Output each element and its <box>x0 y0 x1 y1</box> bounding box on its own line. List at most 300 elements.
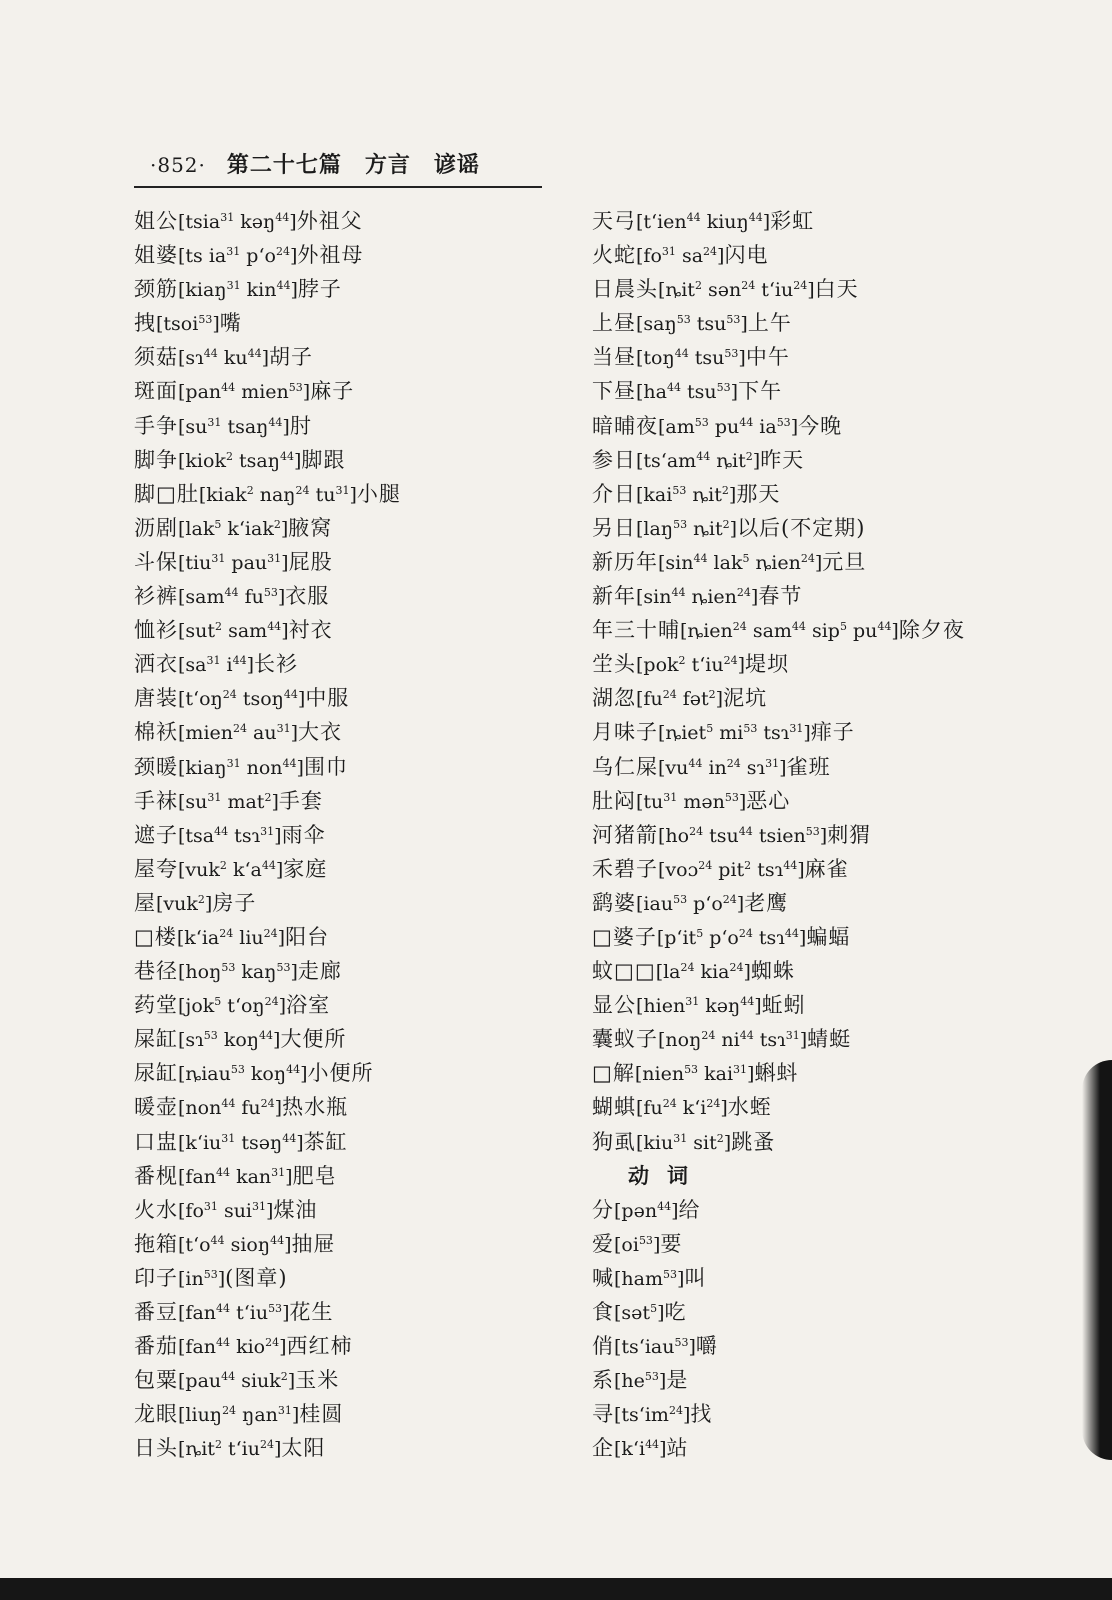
gloss: 玉米 <box>295 1368 340 1393</box>
gloss: 彩虹 <box>770 209 815 233</box>
glossary-entry <box>592 1397 965 1431</box>
tone-number: 31 <box>207 415 222 429</box>
tone-number: 44 <box>696 449 711 463</box>
gloss: 嚼 <box>695 1334 718 1359</box>
tone-number: 53 <box>724 347 739 361</box>
tone-number: 44 <box>216 1165 231 1179</box>
tone-number: 24 <box>233 722 247 736</box>
headword: 龙眼 <box>134 1402 178 1427</box>
headword: 日晨头 <box>592 277 658 302</box>
glossary-entry <box>592 204 965 238</box>
tone-number: 24 <box>726 756 741 770</box>
headword: 唐装 <box>134 686 178 711</box>
tone-number: 44 <box>275 211 290 224</box>
headword: 俏 <box>592 1334 614 1359</box>
tone-number: 53 <box>268 1302 283 1315</box>
glossary-entry <box>134 818 401 852</box>
tone-number: 31 <box>226 245 241 259</box>
tone-number: 24 <box>662 1097 677 1111</box>
headword: 月味子 <box>592 720 658 745</box>
pronunciation: [hien$^{31}$ kəŋ$^{44}$] <box>636 995 762 1018</box>
pronunciation: [kiaŋ$^{31}$ non$^{44}$] <box>178 756 304 779</box>
tone-number: 31 <box>765 756 780 770</box>
headword: 颈筋 <box>134 277 178 302</box>
headword: 当昼 <box>592 345 636 370</box>
headword: 企 <box>592 1436 614 1461</box>
headword: 新年 <box>592 584 636 609</box>
tone-number: 44 <box>657 1199 672 1213</box>
gloss: 吃 <box>664 1300 687 1324</box>
gloss: 衬衣 <box>288 618 333 643</box>
tone-number: 31 <box>335 483 350 497</box>
glossary-entry <box>592 1329 965 1363</box>
glossary-entry <box>592 306 965 340</box>
tone-number: 53 <box>674 1336 689 1350</box>
headword: 颈暖 <box>134 754 178 779</box>
tone-number: 24 <box>662 688 677 702</box>
pronunciation: [$tu^{31}$ mən$^{53}$] <box>636 790 747 813</box>
headword: 分 <box>592 1197 614 1222</box>
headword: 尿缸 <box>134 1061 178 1086</box>
tone-number: 5 <box>706 722 714 736</box>
tone-number: 31 <box>252 1199 267 1213</box>
glossary-entry <box>134 1193 401 1227</box>
tone-number: 2 <box>678 654 686 668</box>
gloss: 大衣 <box>298 720 343 745</box>
glossary-entry <box>134 1329 401 1363</box>
page-number: ·852· <box>150 153 206 177</box>
glossary-entry <box>592 920 965 954</box>
gloss: 房子 <box>212 890 257 915</box>
headword: 天弓 <box>592 209 636 233</box>
tone-number: 44 <box>282 756 297 770</box>
headword: 衫裤 <box>134 584 178 609</box>
glossary-entry <box>134 1363 401 1397</box>
tone-number: 44 <box>783 858 798 872</box>
headword: 上昼 <box>592 311 636 336</box>
glossary-entry <box>134 204 401 238</box>
glossary-entry <box>134 920 401 954</box>
gloss: 大便所 <box>280 1027 347 1052</box>
tone-number: 31 <box>685 995 700 1009</box>
headword: 蚊□□ <box>592 959 656 984</box>
tone-number: 44 <box>214 824 229 838</box>
gloss: 上午 <box>747 311 792 336</box>
tone-number: 24 <box>264 995 279 1009</box>
gloss: 腋窝 <box>288 515 333 540</box>
pronunciation: [tiu$^{31}$ pau$^{31}$] <box>178 551 289 574</box>
pronunciation: [$vu^{44}$ $in^{24}$ sɿ$^{31}$] <box>658 756 787 779</box>
tone-number: 24 <box>738 926 753 940</box>
pronunciation: [liuŋ$^{24}$ ŋan$^{31}$] <box>178 1404 300 1427</box>
headword: 下昼 <box>592 379 636 404</box>
pronunciation: [kiak$^2$ naŋ$^{24}$ $tu^{31}$] <box>198 483 357 506</box>
tone-number: 24 <box>295 483 310 497</box>
pronunciation: $[oi^{53}]$ <box>614 1233 661 1256</box>
tone-number: 24 <box>706 1097 721 1111</box>
gloss: 外祖母 <box>297 243 364 268</box>
tone-number: 2 <box>722 517 730 531</box>
tone-number: 24 <box>222 688 237 702</box>
gloss: 小便所 <box>307 1061 374 1086</box>
glossary-entry <box>592 1431 965 1465</box>
headword: 屎缸 <box>134 1027 178 1052</box>
glossary-entry <box>592 613 965 647</box>
gloss: 站 <box>666 1436 689 1461</box>
gloss: 泥坑 <box>723 686 768 711</box>
tone-number: 53 <box>276 961 291 975</box>
glossary-entry <box>592 784 965 818</box>
headword: 巷径 <box>134 959 178 984</box>
glossary-entry <box>592 988 965 1022</box>
tone-number: 24 <box>222 1404 237 1418</box>
tone-number: 53 <box>805 824 820 838</box>
pronunciation: [voɔ$^{24}$ pit$^2$ tsɿ$^{44}$] <box>658 858 805 881</box>
headword: 包粟 <box>134 1368 178 1393</box>
tone-number: 24 <box>736 586 751 600</box>
glossary-entry <box>592 1261 965 1295</box>
tone-number: 5 <box>650 1302 658 1315</box>
glossary-entry <box>134 511 401 545</box>
pronunciation: [$su^{31}$ tsaŋ$^{44}$] <box>178 415 290 438</box>
pronunciation: [tʻien$^{44}$ kiuŋ$^{44}$] <box>636 211 771 233</box>
tone-number: 24 <box>722 892 737 906</box>
headword: 姐婆 <box>134 243 178 268</box>
tone-number: 2 <box>744 858 752 872</box>
tone-number: 24 <box>275 245 290 259</box>
glossary-entry <box>134 1090 401 1124</box>
tone-number: 44 <box>232 654 247 668</box>
gloss: 胡子 <box>269 345 313 370</box>
tone-number: 44 <box>210 1233 225 1247</box>
headword: 火蛇 <box>592 243 636 268</box>
pronunciation: [pən$^{44}$] <box>614 1199 679 1222</box>
scan-edge <box>0 1578 1112 1600</box>
pronunciation: [$ho^{24}$ tsu$^{44}$ tsien$^{53}$] <box>658 824 828 847</box>
gloss: 刺猬 <box>827 822 872 847</box>
headword: 手袜 <box>134 788 178 813</box>
tone-number: 31 <box>733 1063 748 1077</box>
gloss: 要 <box>660 1231 683 1256</box>
tone-number: 44 <box>268 415 283 429</box>
pronunciation: [$la^{24}$ kia$^{24}$] <box>655 961 751 984</box>
gloss: 屁股 <box>288 549 333 574</box>
tone-number: 53 <box>676 313 691 327</box>
glossary-entry <box>134 1227 401 1261</box>
tone-number: 44 <box>738 824 753 838</box>
pronunciation: [tsʻim$^{24}$] <box>614 1404 691 1427</box>
pronunciation: [$fo^{31}$ sui$^{31}$] <box>178 1199 274 1222</box>
pronunciation: [tsoi$^{53}$] <box>156 313 220 336</box>
gloss: 叫 <box>684 1265 707 1290</box>
gloss: 茶缸 <box>303 1129 348 1154</box>
scan-shadow <box>1082 1060 1112 1460</box>
headword: 姐公 <box>134 209 178 233</box>
tone-number: 31 <box>211 551 226 565</box>
tone-number: 44 <box>688 756 703 770</box>
gloss: 那天 <box>736 481 781 506</box>
glossary-entry <box>592 374 965 408</box>
glossary-entry <box>134 238 401 272</box>
gloss: 蚯蚓 <box>761 993 806 1018</box>
headword: 拖箱 <box>134 1231 178 1256</box>
gloss: 堤坝 <box>745 652 789 677</box>
left-column <box>134 204 401 1465</box>
glossary-entry <box>134 306 401 340</box>
glossary-entry <box>134 579 401 613</box>
pronunciation: [kiu$^{31}$ sit$^2$] <box>636 1131 732 1154</box>
tone-number: 2 <box>694 279 702 293</box>
tone-number: 24 <box>259 1438 274 1452</box>
tone-number: 44 <box>221 381 236 395</box>
tone-number: 44 <box>259 1029 274 1043</box>
glossary-entry <box>134 477 401 511</box>
tone-number: 31 <box>206 654 221 668</box>
page-header <box>150 148 545 179</box>
pronunciation: [tʻo$^{44}$ sioŋ$^{44}$] <box>178 1233 292 1256</box>
tone-number: 53 <box>776 415 791 429</box>
tone-number: 53 <box>743 722 758 736</box>
pronunciation: [ham$^{53}$] <box>614 1267 685 1290</box>
pronunciation: [vuk$^2$] <box>156 892 213 915</box>
glossary-entry <box>134 784 401 818</box>
tone-number: 44 <box>286 1063 301 1077</box>
pronunciation: [tsʻiau$^{53}$] <box>614 1336 696 1359</box>
tone-number: 44 <box>791 620 806 634</box>
glossary-entry <box>592 715 965 749</box>
pronunciation: [ȵien$^{24}$ sam$^{44}$ sip$^5$ $pu^{44}$] <box>680 620 899 643</box>
headword: 介日 <box>592 481 636 506</box>
glossary-entry <box>592 647 965 681</box>
gloss: 跳蚤 <box>731 1129 776 1154</box>
gloss: 给 <box>678 1197 701 1222</box>
tone-number: 31 <box>661 245 676 259</box>
headword: 脚争 <box>134 447 178 472</box>
tone-number: 2 <box>246 483 254 497</box>
gloss: 热水瓶 <box>282 1095 349 1120</box>
tone-number: 53 <box>203 1029 218 1043</box>
gloss: 中服 <box>305 686 350 711</box>
glossary-entry <box>592 477 965 511</box>
gloss: 手套 <box>278 788 323 813</box>
right-column <box>592 204 965 1465</box>
headword: 药堂 <box>134 993 178 1018</box>
pronunciation: [pok$^2$ tʻiu$^{24}$] <box>636 654 745 677</box>
tone-number: 53 <box>663 1267 678 1281</box>
tone-number: 44 <box>667 381 681 395</box>
pronunciation: [sət$^5$] <box>614 1302 665 1324</box>
gloss: 太阳 <box>281 1436 326 1461</box>
tone-number: 44 <box>276 279 291 293</box>
tone-number: 2 <box>215 620 223 634</box>
tone-number: 24 <box>689 824 704 838</box>
tone-number: 24 <box>260 1097 275 1111</box>
headword: 肚闷 <box>592 788 636 813</box>
tone-number: 53 <box>716 381 731 395</box>
tone-number: 24 <box>793 279 808 293</box>
headword: 须菇 <box>134 345 178 370</box>
tone-number: 44 <box>739 1029 754 1043</box>
tone-number: 44 <box>221 1370 236 1384</box>
tone-number: 31 <box>203 1199 218 1213</box>
pronunciation: [kai$^{53}$ ȵit$^2$] <box>636 483 737 506</box>
tone-number: 53 <box>673 517 688 531</box>
glossary-entry <box>134 613 401 647</box>
glossary-entry <box>134 681 401 715</box>
tone-number: 44 <box>261 858 276 872</box>
tone-number: 24 <box>729 961 744 975</box>
tone-number: 5 <box>214 517 222 531</box>
headword: 手争 <box>134 413 178 438</box>
headword: 暖壶 <box>134 1095 178 1120</box>
pronunciation: $[in^{53}]$ <box>178 1267 226 1290</box>
pronunciation: [ȵiet$^5$ $mi^{53}$ tsɿ$^{31}$] <box>658 722 811 745</box>
gloss: 是 <box>666 1368 689 1393</box>
glossary-entry <box>134 1056 401 1090</box>
headword: 暗晡夜 <box>592 413 658 438</box>
tone-number: 53 <box>263 586 278 600</box>
tone-number: 24 <box>732 620 747 634</box>
tone-number: 53 <box>198 313 213 327</box>
pronunciation: [kiok$^2$ tsaŋ$^{44}$] <box>178 449 302 472</box>
headword: □解 <box>592 1061 635 1086</box>
gloss: 今晚 <box>798 413 843 438</box>
pronunciation: [toŋ$^{44}$ tsu$^{53}$] <box>636 347 746 370</box>
gloss: 痱子 <box>810 720 855 745</box>
tone-number: 44 <box>203 347 218 361</box>
pronunciation: [$\sin^{44}$ ȵien$^{24}$] <box>636 586 759 609</box>
gloss: 衣服 <box>285 584 330 609</box>
tone-number: 24 <box>263 926 278 940</box>
pronunciation: [$fo^{31}$ $sa^{24}$] <box>636 245 725 268</box>
tone-number: 44 <box>748 211 763 224</box>
pronunciation: [fan$^{44}$ kan$^{31}$] <box>178 1165 293 1188</box>
headword: 参日 <box>592 447 636 472</box>
tone-number: 31 <box>226 756 241 770</box>
tone-number: 53 <box>638 1233 653 1247</box>
tone-number: 31 <box>785 1029 800 1043</box>
gloss: 小腿 <box>356 481 401 506</box>
tone-number: 31 <box>663 790 678 804</box>
glossary-entry <box>592 238 965 272</box>
tone-number: 2 <box>708 688 716 702</box>
tone-number: 2 <box>721 483 729 497</box>
glossary-entry <box>134 1261 401 1295</box>
tone-number: 2 <box>214 1438 222 1452</box>
headword: 乌仁屎 <box>592 754 658 779</box>
pronunciation: [kʻi$^{44}$] <box>614 1438 667 1461</box>
headword: 屋夸 <box>134 856 178 881</box>
tone-number: 53 <box>684 1063 699 1077</box>
tone-number: 2 <box>745 449 753 463</box>
headword: 斗保 <box>134 549 178 574</box>
tone-number: 44 <box>283 688 298 702</box>
gloss: 桂圆 <box>299 1402 344 1427</box>
headword: 坣头 <box>592 652 636 677</box>
glossary-entry <box>592 545 965 579</box>
pronunciation: [tsʻam$^{44}$ ȵit$^2$] <box>636 449 761 472</box>
gloss: 脖子 <box>297 277 342 302</box>
tone-number: 44 <box>784 926 799 940</box>
tone-number: 24 <box>668 1404 683 1418</box>
pronunciation: [mien$^{24}$ $au^{31}$] <box>178 722 299 745</box>
tone-number: 31 <box>221 1131 236 1145</box>
gloss: 雀班 <box>786 754 831 779</box>
gloss: 老鹰 <box>744 890 789 915</box>
headword: 日头 <box>134 1436 178 1461</box>
pronunciation: [$ha^{44}$ tsu$^{53}$] <box>636 381 739 404</box>
tone-number: 53 <box>694 415 709 429</box>
pronunciation: [kʻiu$^{31}$ tsəŋ$^{44}$] <box>178 1131 304 1154</box>
pronunciation: [lak$^5$ kʻiak$^2$] <box>178 517 289 540</box>
tone-number: 31 <box>673 1131 688 1145</box>
pronunciation: [pau$^{44}$ siuk$^2$] <box>178 1370 296 1393</box>
tone-number: 53 <box>203 1267 218 1281</box>
glossary-entry <box>134 750 401 784</box>
tone-number: 44 <box>877 620 892 634</box>
pronunciation: [laŋ$^{53}$ ȵit$^2$] <box>636 517 738 540</box>
gloss: 长衫 <box>254 652 299 677</box>
gloss: 阳台 <box>285 924 330 949</box>
tone-number: 44 <box>247 347 262 361</box>
headword: □楼 <box>134 924 177 949</box>
gloss: 花生 <box>289 1300 334 1324</box>
gloss: 蝌蚪 <box>754 1061 799 1086</box>
glossary-entry <box>134 954 401 988</box>
tone-number: 24 <box>698 858 713 872</box>
glossary-entry <box>134 852 401 886</box>
tone-number: 53 <box>673 892 688 906</box>
tone-number: 2 <box>197 892 205 906</box>
tone-number: 2 <box>264 790 272 804</box>
tone-number: 53 <box>724 790 739 804</box>
gloss: 浴室 <box>286 993 331 1018</box>
tone-number: 44 <box>282 1131 297 1145</box>
glossary-entry <box>134 1159 401 1193</box>
headword: 番茄 <box>134 1334 178 1359</box>
gloss: 除夕夜 <box>898 618 965 643</box>
pronunciation: [ȵit$^2$ sən$^{24}$ tʻiu$^{24}$] <box>658 279 815 302</box>
tone-number: 24 <box>723 654 738 668</box>
headword: 拽 <box>134 311 156 336</box>
gloss: 肘 <box>289 413 312 438</box>
headword: 番枧 <box>134 1163 178 1188</box>
tone-number: 2 <box>716 1131 724 1145</box>
gloss: 中午 <box>745 345 790 370</box>
gloss: 下午 <box>738 379 783 404</box>
tone-number: 44 <box>216 1336 231 1350</box>
glossary-entry <box>592 1193 965 1227</box>
pronunciation: [tsa$^{44}$ tsɿ$^{31}$] <box>178 824 282 847</box>
header-rule <box>134 186 542 188</box>
headword: 火水 <box>134 1197 178 1222</box>
gloss: 恶心 <box>746 788 791 813</box>
gloss: 脚跟 <box>301 447 346 472</box>
tone-number: 53 <box>726 313 741 327</box>
tone-number: 44 <box>645 1438 660 1452</box>
gloss: 蜻蜓 <box>807 1027 852 1052</box>
tone-number: 31 <box>267 551 282 565</box>
glossary-entry <box>134 1125 401 1159</box>
gloss: 煤油 <box>273 1197 318 1222</box>
tone-number: 31 <box>260 824 275 838</box>
gloss: 雨伞 <box>281 822 326 847</box>
pronunciation: [sam$^{44}$ $fu^{53}$] <box>178 586 286 609</box>
pronunciation: [ts $ia^{31}$ pʻo$^{24}$] <box>178 245 298 268</box>
glossary-entry <box>134 409 401 443</box>
gloss: 家庭 <box>283 856 328 881</box>
tone-number: 53 <box>644 1370 659 1384</box>
